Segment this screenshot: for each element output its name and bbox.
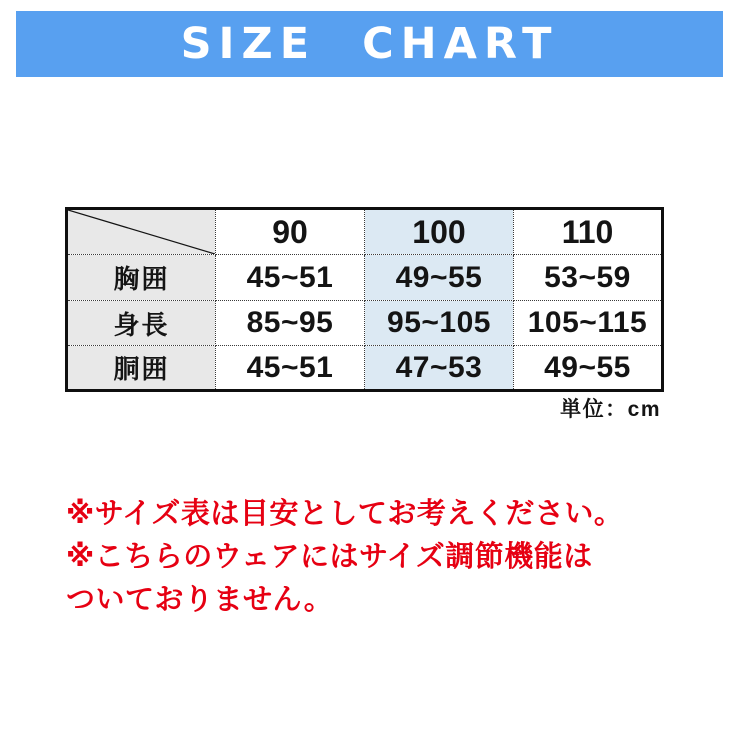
size-column-100: 100 [365,209,514,255]
note-line-1: ※サイズ表は目安としてお考えください。 [66,498,624,530]
table-corner-cell [67,209,216,255]
table-row-height [67,301,663,346]
size-chart-banner [16,11,723,77]
size-column-90: 90 [216,209,365,255]
size-notes [66,493,623,622]
row-label-waist: 胴囲 [67,346,216,391]
cell-chest-100: 49~55 [365,255,514,301]
cell-height-90: 85~95 [216,301,365,346]
cell-chest-90: 45~51 [216,255,365,301]
cell-height-100: 95~105 [365,301,514,346]
size-column-110: 110 [514,209,663,255]
cell-waist-100: 47~53 [365,346,514,391]
size-chart-table [65,207,664,392]
note-line-2: ※こちらのウェアにはサイズ調節機能は [66,541,593,573]
cell-waist-90: 45~51 [216,346,365,391]
cell-height-110: 105~115 [514,301,663,346]
row-label-chest: 胸囲 [67,255,216,301]
table-row-waist [67,346,663,391]
unit-note: 単位：cm [560,398,661,421]
table-row-chest [67,255,663,301]
cell-waist-110: 49~55 [514,346,663,391]
note-line-3: ついておりません。 [66,584,334,616]
diagonal-line [68,210,215,254]
page-title: SIZE CHART [180,19,559,69]
cell-chest-110: 53~59 [514,255,663,301]
table-header-row [67,209,663,255]
row-label-height: 身長 [67,301,216,346]
